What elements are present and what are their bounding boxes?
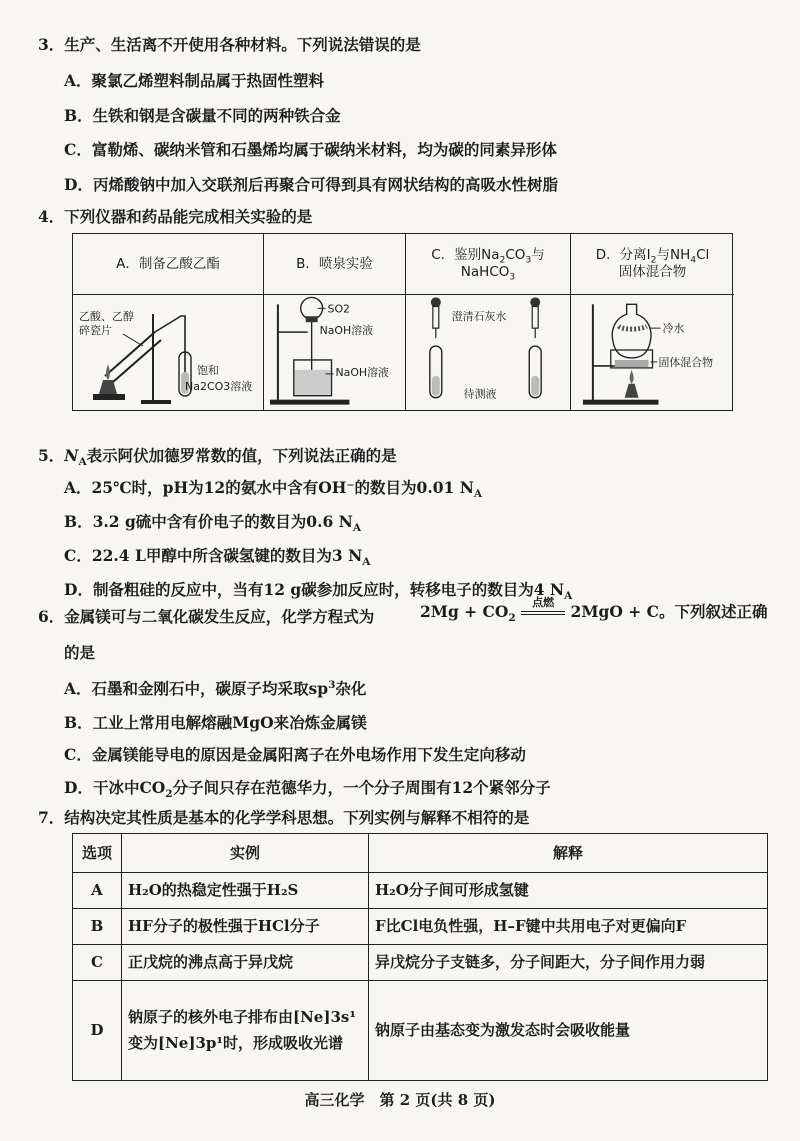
q3-option-a: A．聚氯乙烯塑料制品属于热固性塑料 [64,71,325,90]
q4-label-a3: 饱和 [197,364,219,377]
q7-stem: 7．结构决定其性质是基本的化学学科思想。下列实例与解释不相符的是 [38,808,530,827]
dropper-test-tube-icon [406,294,570,410]
q3-stem: 3．生产、生活离不开使用各种材料。下列说法错误的是 [38,35,421,54]
q4-label-b1: SO2 [327,302,351,316]
q4-cell-a [73,234,263,410]
q4-head-d: D．分离$I_2$与$NH_4Cl$ 固体混合物 [571,234,734,295]
table-row [73,873,768,909]
q5-option-b: B．3.2 g硫中含有价电子的数目为0.6 $N_A$ [64,512,362,535]
sublimation-apparatus-icon [571,294,734,410]
q6-option-a: A．石墨和金刚石中，碳原子均采取$sp^3$杂化 [64,678,367,698]
q7-header-example: 实例 [122,834,369,873]
q7-header-key: 选项 [73,834,122,873]
q7-row-example: HF分子的极性强于HCl分子 [122,909,369,945]
q4-apparatus-table [72,233,733,411]
q4-cell-c [405,234,570,410]
fountain-apparatus-icon [264,294,405,410]
q7-row-explanation: 钠原子由基态变为激发态时会吸收能量 [369,981,768,1081]
q6-eq-condition: 点燃 [532,596,555,609]
q7-row-explanation: 异戊烷分子支链多，分子间距大，分子间作用力弱 [369,945,768,981]
q7-row-explanation: F比Cl电负性强，H–F键中共用电子对更偏向F [369,909,768,945]
q3-option-c: C．富勒烯、碳纳米管和石墨烯均属于碳纳米材料，均为碳的同素异形体 [64,140,557,159]
q6-stem: 6．金属镁可与二氧化碳发生反应，化学方程式为 [38,607,375,626]
table-row [73,909,768,945]
q4-head-a: A．制备乙酸乙酯 [73,234,263,295]
q7-row-key: D [73,981,122,1081]
q4-label-c2: 待测液 [463,387,497,401]
q4-label-a1: 乙酸、乙醇 [79,310,134,323]
q6-option-c: C．金属镁能导电的原因是金属阳离子在外电场作用下发生定向移动 [64,745,526,764]
q7-row-example: H₂O的热稳定性强于H₂S [122,873,369,909]
q6-stem-end: 的是 [64,643,96,662]
q4-label-b3: NaOH溶液 [335,365,389,379]
q7-row-key: A [73,873,122,909]
page-footer: 高三化学 第 2 页(共 8 页) [304,1091,496,1109]
q4-label-b2: NaOH溶液 [319,324,374,338]
q5-option-a: A．25℃时，pH为12的氨水中含有OH⁻的数目为0.01 $N_A$ [64,478,483,501]
q7-row-example: 正戊烷的沸点高于异戊烷 [122,945,369,981]
q4-cell-d [570,234,734,410]
q3-option-b: B．生铁和钢是含碳量不同的两种铁合金 [64,106,341,125]
q7-row-example: 钠原子的核外电子排布由[Ne]3s¹变为[Ne]3p¹时，形成吸收光谱 [122,981,369,1081]
esterification-apparatus-icon [73,294,263,410]
q7-row-explanation: H₂O分子间可形成氢键 [369,873,768,909]
q5-option-c: C．22.4 L甲醇中所含碳氢键的数目为3 $N_A$ [64,546,371,569]
q4-cell-b [263,234,405,410]
table-row [73,981,768,1081]
q7-row-key: B [73,909,122,945]
q4-label-a2: 碎瓷片 [79,324,112,337]
q7-header-row [73,834,768,873]
q7-table [72,833,768,1081]
q6-equation: $2Mg + CO_2$ 点燃 2MgO + C。下列叙述正确 [420,596,768,625]
q4-head-b: B．喷泉实验 [264,234,405,295]
q4-label-c1: 澄清石灰水 [451,310,507,324]
q6-option-b: B．工业上常用电解熔融MgO来冶炼金属镁 [64,713,367,732]
q4-label-d1: 冷水 [662,322,685,336]
q6-option-d: D．干冰中$CO_2$分子间只存在范德华力，一个分子周围有12个紧邻分子 [64,778,551,801]
q3-option-d: D．丙烯酸钠中加入交联剂后再聚合可得到具有网状结构的高吸水性树脂 [64,175,558,194]
q4-label-d2: 固体混合物 [658,355,714,369]
q4-head-c: C．鉴别$Na_2CO_3$与 NaHCO$_3$ [406,234,570,295]
table-row [73,945,768,981]
q5-stem: 5．$N_A$表示阿伏加德罗常数的值，下列说法正确的是 [38,446,397,469]
q5-option-d: D．制备粗硅的反应中，当有12 g碳参加反应时，转移电子的数目为4 $N_A$ [64,580,573,603]
q7-row-key: C [73,945,122,981]
q4-label-a4: Na2CO3溶液 [185,380,253,393]
q7-header-explanation: 解释 [369,834,768,873]
q4-stem: 4．下列仪器和药品能完成相关实验的是 [38,207,313,226]
